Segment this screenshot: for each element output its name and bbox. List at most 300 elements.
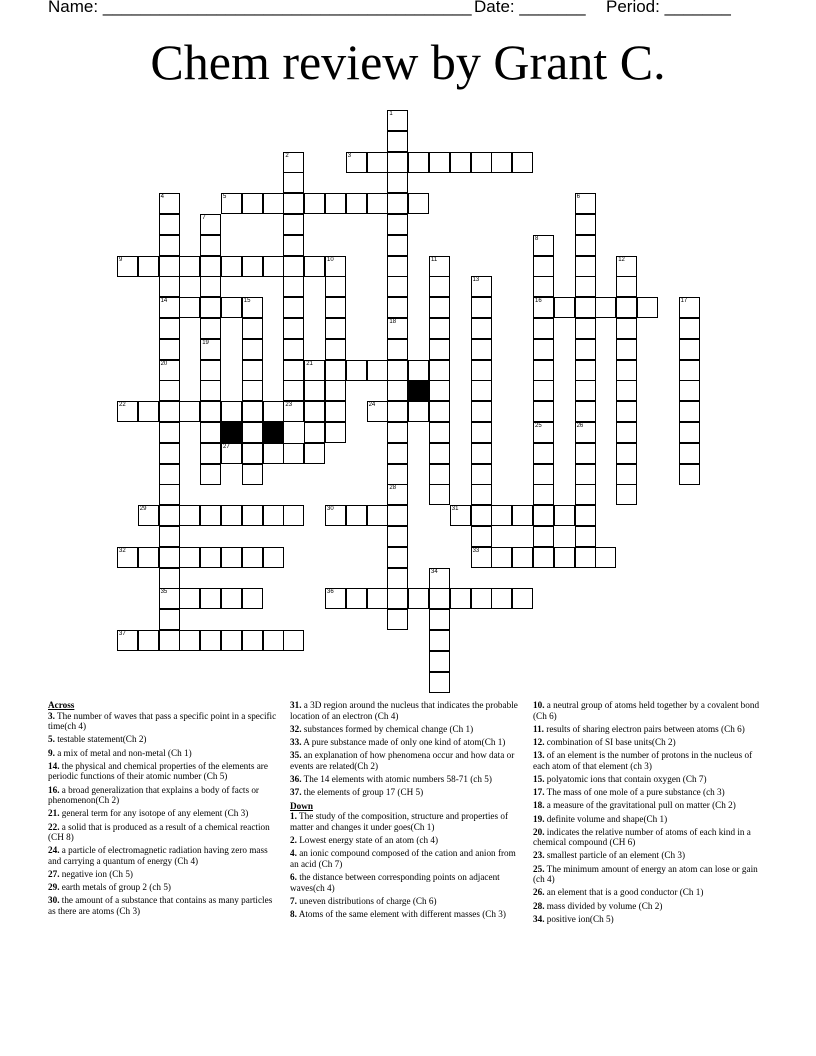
- grid-cell[interactable]: [429, 651, 450, 672]
- grid-cell[interactable]: [679, 297, 700, 318]
- grid-cell[interactable]: [221, 193, 242, 214]
- grid-cell[interactable]: [429, 380, 450, 401]
- grid-cell[interactable]: [159, 568, 180, 589]
- grid-cell[interactable]: [387, 401, 408, 422]
- grid-cell[interactable]: [179, 505, 200, 526]
- grid-cell[interactable]: [304, 401, 325, 422]
- grid-cell[interactable]: [304, 256, 325, 277]
- grid-cell[interactable]: [346, 193, 367, 214]
- grid-cell[interactable]: [575, 547, 596, 568]
- grid-cell[interactable]: [242, 256, 263, 277]
- grid-cell[interactable]: [159, 360, 180, 381]
- grid-cell[interactable]: [471, 422, 492, 443]
- grid-cell[interactable]: [283, 152, 304, 173]
- grid-cell[interactable]: [616, 401, 637, 422]
- grid-cell[interactable]: [616, 360, 637, 381]
- grid-cell[interactable]: [575, 443, 596, 464]
- grid-cell[interactable]: [429, 256, 450, 277]
- grid-cell[interactable]: [159, 276, 180, 297]
- grid-cell[interactable]: [283, 214, 304, 235]
- grid-cell[interactable]: [616, 339, 637, 360]
- grid-cell[interactable]: [242, 401, 263, 422]
- grid-cell[interactable]: [679, 464, 700, 485]
- grid-cell[interactable]: [429, 609, 450, 630]
- grid-cell[interactable]: [200, 214, 221, 235]
- grid-cell[interactable]: [221, 401, 242, 422]
- grid-cell[interactable]: [325, 380, 346, 401]
- grid-cell[interactable]: [408, 588, 429, 609]
- grid-cell[interactable]: [616, 422, 637, 443]
- grid-cell[interactable]: [387, 422, 408, 443]
- grid-cell[interactable]: [387, 588, 408, 609]
- grid-cell[interactable]: [159, 256, 180, 277]
- grid-cell[interactable]: [367, 193, 388, 214]
- grid-cell[interactable]: [575, 235, 596, 256]
- grid-cell[interactable]: [159, 526, 180, 547]
- grid-cell[interactable]: [242, 297, 263, 318]
- grid-cell[interactable]: [346, 360, 367, 381]
- across-heading: Across: [48, 700, 75, 710]
- grid-cell[interactable]: [221, 297, 242, 318]
- grid-cell[interactable]: [429, 360, 450, 381]
- grid-cell[interactable]: [533, 276, 554, 297]
- grid-cell[interactable]: [117, 256, 138, 277]
- grid-cell[interactable]: [200, 630, 221, 651]
- grid-cell[interactable]: [346, 505, 367, 526]
- grid-cell[interactable]: [575, 276, 596, 297]
- grid-cell[interactable]: [408, 360, 429, 381]
- grid-cell[interactable]: [450, 505, 471, 526]
- grid-cell[interactable]: [471, 505, 492, 526]
- grid-cell[interactable]: [221, 256, 242, 277]
- grid-cell[interactable]: [283, 360, 304, 381]
- grid-cell[interactable]: [138, 630, 159, 651]
- grid-cell[interactable]: [616, 443, 637, 464]
- grid-cell[interactable]: [387, 360, 408, 381]
- grid-cell[interactable]: [346, 152, 367, 173]
- grid-cell[interactable]: [138, 505, 159, 526]
- grid-cell[interactable]: [242, 360, 263, 381]
- grid-cell[interactable]: [575, 526, 596, 547]
- grid-cell[interactable]: [575, 401, 596, 422]
- clue-across-3: 3. The number of waves that pass a specific point in a specific time(ch 4): [48, 710, 277, 732]
- grid-cell[interactable]: [575, 422, 596, 443]
- grid-cell[interactable]: [554, 505, 575, 526]
- grid-cell[interactable]: [159, 380, 180, 401]
- grid-cell[interactable]: [179, 630, 200, 651]
- grid-cell[interactable]: [429, 464, 450, 485]
- clue-down-10: 10. a neutral group of atoms held together by a covalent bond (Ch 6): [533, 700, 760, 721]
- grid-cell[interactable]: [283, 297, 304, 318]
- grid-cell[interactable]: [387, 235, 408, 256]
- grid-cell[interactable]: [595, 297, 616, 318]
- grid-cell[interactable]: [200, 318, 221, 339]
- name-blank: _______________________________________: [102, 0, 472, 16]
- grid-cell[interactable]: [491, 152, 512, 173]
- grid-cell[interactable]: [429, 276, 450, 297]
- grid-cell[interactable]: [491, 588, 512, 609]
- grid-cell[interactable]: [159, 505, 180, 526]
- grid-cell[interactable]: [200, 464, 221, 485]
- grid-cell[interactable]: [138, 401, 159, 422]
- grid-cell[interactable]: [575, 380, 596, 401]
- clue-number: 35: [160, 589, 168, 596]
- grid-cell[interactable]: [242, 318, 263, 339]
- clue-number: 6: [576, 194, 580, 201]
- grid-cell[interactable]: [533, 484, 554, 505]
- grid-cell[interactable]: [533, 422, 554, 443]
- grid-cell[interactable]: [450, 588, 471, 609]
- grid-cell[interactable]: [554, 297, 575, 318]
- grid-cell[interactable]: [325, 401, 346, 422]
- date-label: Date:: [474, 0, 515, 16]
- grid-cell[interactable]: [533, 380, 554, 401]
- grid-cell[interactable]: [471, 443, 492, 464]
- grid-cell[interactable]: [679, 339, 700, 360]
- grid-cell[interactable]: [533, 464, 554, 485]
- grid-cell[interactable]: [387, 276, 408, 297]
- grid-cell[interactable]: [575, 484, 596, 505]
- grid-cell[interactable]: [283, 339, 304, 360]
- grid-cell[interactable]: [471, 547, 492, 568]
- grid-cell[interactable]: [242, 588, 263, 609]
- grid-cell[interactable]: [200, 380, 221, 401]
- grid-cell[interactable]: [159, 422, 180, 443]
- grid-cell[interactable]: [325, 256, 346, 277]
- grid-cell[interactable]: [387, 318, 408, 339]
- grid-cell[interactable]: [159, 443, 180, 464]
- grid-cell[interactable]: [595, 547, 616, 568]
- grid-cell[interactable]: [242, 422, 263, 443]
- grid-cell[interactable]: [616, 256, 637, 277]
- grid-cell[interactable]: [325, 276, 346, 297]
- grid-cell[interactable]: [533, 443, 554, 464]
- grid-cell[interactable]: [387, 526, 408, 547]
- clue-number: 24: [368, 402, 376, 409]
- grid-cell[interactable]: [429, 484, 450, 505]
- clue-number: 13: [472, 277, 480, 284]
- grid-cell[interactable]: [616, 276, 637, 297]
- grid-cell[interactable]: [179, 547, 200, 568]
- grid-cell[interactable]: [304, 422, 325, 443]
- grid-cell[interactable]: [575, 339, 596, 360]
- black-square: [221, 422, 242, 443]
- grid-cell[interactable]: [387, 131, 408, 152]
- period-label: Period:: [606, 0, 660, 16]
- clue-across-37: 37. the elements of group 17 (CH 5): [290, 787, 424, 798]
- clue-down-18: 18. a measure of the gravitational pull on matter (Ch 2): [533, 800, 736, 811]
- grid-cell[interactable]: [616, 380, 637, 401]
- grid-cell[interactable]: [533, 256, 554, 277]
- grid-cell[interactable]: [283, 505, 304, 526]
- grid-cell[interactable]: [117, 630, 138, 651]
- grid-cell[interactable]: [471, 276, 492, 297]
- grid-cell[interactable]: [616, 484, 637, 505]
- clue-across-9: 9. a mix of metal and non-metal (Ch 1): [48, 747, 192, 758]
- grid-cell[interactable]: [159, 318, 180, 339]
- clue-across-35: 35. an explanation of how phenomena occur and how data or events are related(Ch 2): [290, 750, 515, 771]
- grid-cell[interactable]: [159, 464, 180, 485]
- clue-across-31: 31. a 3D region around the nucleus that indicates the probable location of an electron (Ch 4): [290, 700, 518, 721]
- grid-cell[interactable]: [179, 297, 200, 318]
- grid-cell[interactable]: [533, 505, 554, 526]
- grid-cell[interactable]: [387, 339, 408, 360]
- grid-cell[interactable]: [200, 339, 221, 360]
- grid-cell[interactable]: [637, 297, 658, 318]
- grid-cell[interactable]: [387, 214, 408, 235]
- grid-cell[interactable]: [387, 256, 408, 277]
- grid-cell[interactable]: [346, 588, 367, 609]
- grid-cell[interactable]: [367, 152, 388, 173]
- grid-cell[interactable]: [575, 214, 596, 235]
- grid-cell[interactable]: [283, 443, 304, 464]
- grid-cell[interactable]: [387, 172, 408, 193]
- grid-cell[interactable]: [221, 547, 242, 568]
- grid-cell[interactable]: [200, 276, 221, 297]
- grid-cell[interactable]: [387, 505, 408, 526]
- grid-cell[interactable]: [325, 193, 346, 214]
- grid-cell[interactable]: [575, 318, 596, 339]
- clue-number: 16: [535, 298, 542, 305]
- grid-cell[interactable]: [616, 297, 637, 318]
- grid-cell[interactable]: [159, 339, 180, 360]
- grid-cell[interactable]: [471, 526, 492, 547]
- grid-cell[interactable]: [429, 672, 450, 693]
- grid-cell[interactable]: [387, 464, 408, 485]
- grid-cell[interactable]: [117, 401, 138, 422]
- clues-column-1: [48, 700, 282, 919]
- grid-cell[interactable]: [200, 422, 221, 443]
- grid-cell[interactable]: [159, 630, 180, 651]
- grid-cell[interactable]: [429, 443, 450, 464]
- grid-cell[interactable]: [679, 443, 700, 464]
- grid-cell[interactable]: [387, 568, 408, 589]
- grid-cell[interactable]: [159, 588, 180, 609]
- grid-cell[interactable]: [429, 339, 450, 360]
- grid-cell[interactable]: [679, 401, 700, 422]
- grid-cell[interactable]: [304, 360, 325, 381]
- grid-cell[interactable]: [179, 588, 200, 609]
- grid-cell[interactable]: [242, 443, 263, 464]
- grid-cell[interactable]: [679, 360, 700, 381]
- grid-cell[interactable]: [159, 484, 180, 505]
- grid-cell[interactable]: [283, 193, 304, 214]
- grid-cell[interactable]: [679, 422, 700, 443]
- grid-cell[interactable]: [533, 547, 554, 568]
- grid-cell[interactable]: [512, 505, 533, 526]
- grid-cell[interactable]: [138, 547, 159, 568]
- grid-cell[interactable]: [200, 505, 221, 526]
- grid-cell[interactable]: [575, 256, 596, 277]
- grid-cell[interactable]: [491, 505, 512, 526]
- puzzle-title: Chem review by Grant C.: [150, 34, 666, 90]
- grid-cell[interactable]: [575, 193, 596, 214]
- grid-cell[interactable]: [200, 360, 221, 381]
- grid-cell[interactable]: [242, 193, 263, 214]
- grid-cell[interactable]: [575, 505, 596, 526]
- grid-cell[interactable]: [387, 193, 408, 214]
- grid-cell[interactable]: [283, 276, 304, 297]
- grid-cell[interactable]: [575, 360, 596, 381]
- grid-cell[interactable]: [263, 630, 284, 651]
- grid-cell[interactable]: [263, 256, 284, 277]
- grid-cell[interactable]: [429, 630, 450, 651]
- grid-cell[interactable]: [200, 235, 221, 256]
- clue-number: 10: [327, 256, 334, 263]
- grid-cell[interactable]: [283, 172, 304, 193]
- grid-cell[interactable]: [283, 235, 304, 256]
- grid-cell[interactable]: [159, 297, 180, 318]
- grid-cell[interactable]: [179, 401, 200, 422]
- grid-cell[interactable]: [387, 380, 408, 401]
- grid-cell[interactable]: [263, 547, 284, 568]
- clue-across-32: 32. substances formed by chemical change (Ch 1): [290, 723, 474, 734]
- grid-cell[interactable]: [471, 152, 492, 173]
- grid-cell[interactable]: [325, 318, 346, 339]
- grid-cell[interactable]: [242, 630, 263, 651]
- grid-cell[interactable]: [304, 443, 325, 464]
- clue-number: 31: [451, 506, 459, 513]
- grid-cell[interactable]: [200, 547, 221, 568]
- grid-cell[interactable]: [429, 588, 450, 609]
- grid-cell[interactable]: [283, 401, 304, 422]
- clue-number: 22: [119, 402, 126, 409]
- grid-cell[interactable]: [304, 380, 325, 401]
- grid-cell[interactable]: [242, 380, 263, 401]
- grid-cell[interactable]: [512, 588, 533, 609]
- grid-cell[interactable]: [325, 588, 346, 609]
- grid-cell[interactable]: [263, 193, 284, 214]
- grid-cell[interactable]: [367, 588, 388, 609]
- grid-cell[interactable]: [367, 360, 388, 381]
- grid-cell[interactable]: [325, 297, 346, 318]
- clue-number: 29: [139, 506, 147, 513]
- grid-cell[interactable]: [387, 152, 408, 173]
- grid-cell[interactable]: [325, 339, 346, 360]
- grid-cell[interactable]: [117, 547, 138, 568]
- clue-number: 7: [202, 215, 206, 221]
- grid-cell[interactable]: [159, 401, 180, 422]
- grid-cell[interactable]: [283, 256, 304, 277]
- grid-cell[interactable]: [429, 152, 450, 173]
- grid-cell[interactable]: [138, 256, 159, 277]
- grid-cell[interactable]: [387, 484, 408, 505]
- grid-cell[interactable]: [200, 256, 221, 277]
- grid-cell[interactable]: [429, 568, 450, 589]
- grid-cell[interactable]: [679, 380, 700, 401]
- grid-cell[interactable]: [200, 443, 221, 464]
- grid-cell[interactable]: [179, 256, 200, 277]
- grid-cell[interactable]: [325, 422, 346, 443]
- grid-cell[interactable]: [221, 630, 242, 651]
- grid-cell[interactable]: [408, 152, 429, 173]
- grid-cell[interactable]: [200, 297, 221, 318]
- grid-cell[interactable]: [221, 588, 242, 609]
- clue-down-23: 23. smallest particle of an element (Ch 3): [533, 850, 686, 861]
- grid-cell[interactable]: [325, 360, 346, 381]
- grid-cell[interactable]: [325, 505, 346, 526]
- grid-cell[interactable]: [575, 464, 596, 485]
- grid-cell[interactable]: [533, 339, 554, 360]
- clue-across-27: 27. negative ion (Ch 5): [48, 869, 133, 880]
- grid-cell[interactable]: [221, 443, 242, 464]
- grid-cell[interactable]: [263, 401, 284, 422]
- grid-cell[interactable]: [429, 318, 450, 339]
- grid-cell[interactable]: [471, 464, 492, 485]
- grid-cell[interactable]: [679, 318, 700, 339]
- grid-cell[interactable]: [263, 505, 284, 526]
- clue-down-12: 12. combination of SI base units(Ch 2): [533, 736, 676, 747]
- grid-cell[interactable]: [616, 464, 637, 485]
- grid-cell[interactable]: [221, 505, 242, 526]
- grid-cell[interactable]: [554, 547, 575, 568]
- grid-cell[interactable]: [533, 360, 554, 381]
- grid-cell[interactable]: [242, 547, 263, 568]
- clue-number: 19: [202, 339, 209, 346]
- grid-cell[interactable]: [471, 588, 492, 609]
- grid-cell[interactable]: [512, 152, 533, 173]
- clue-down-28: 28. mass divided by volume (Ch 2): [533, 900, 663, 911]
- grid-cell[interactable]: [533, 297, 554, 318]
- grid-cell[interactable]: [471, 318, 492, 339]
- grid-cell[interactable]: [242, 505, 263, 526]
- grid-cell[interactable]: [471, 401, 492, 422]
- grid-cell[interactable]: [408, 401, 429, 422]
- grid-cell[interactable]: [429, 297, 450, 318]
- grid-cell[interactable]: [159, 235, 180, 256]
- grid-cell[interactable]: [471, 380, 492, 401]
- grid-cell[interactable]: [283, 380, 304, 401]
- grid-cell[interactable]: [533, 401, 554, 422]
- grid-cell[interactable]: [159, 609, 180, 630]
- grid-cell[interactable]: [616, 318, 637, 339]
- grid-cell[interactable]: [242, 464, 263, 485]
- grid-cell[interactable]: [387, 547, 408, 568]
- grid-cell[interactable]: [387, 297, 408, 318]
- grid-cell[interactable]: [263, 443, 284, 464]
- grid-cell[interactable]: [283, 630, 304, 651]
- grid-cell[interactable]: [200, 401, 221, 422]
- grid-cell[interactable]: [367, 401, 388, 422]
- grid-cell[interactable]: [429, 422, 450, 443]
- grid-cell[interactable]: [159, 547, 180, 568]
- grid-cell[interactable]: [471, 484, 492, 505]
- grid-cell[interactable]: [471, 360, 492, 381]
- grid-cell[interactable]: [200, 588, 221, 609]
- grid-cell[interactable]: [491, 547, 512, 568]
- grid-cell[interactable]: [471, 339, 492, 360]
- grid-cell[interactable]: [387, 443, 408, 464]
- grid-cell[interactable]: [450, 152, 471, 173]
- grid-cell[interactable]: [387, 609, 408, 630]
- grid-cell[interactable]: [159, 193, 180, 214]
- grid-cell[interactable]: [367, 505, 388, 526]
- grid-cell[interactable]: [429, 401, 450, 422]
- grid-cell[interactable]: [159, 214, 180, 235]
- clue-number: 2: [285, 152, 289, 159]
- grid-cell[interactable]: [533, 526, 554, 547]
- grid-cell[interactable]: [575, 297, 596, 318]
- grid-cell[interactable]: [283, 318, 304, 339]
- grid-cell[interactable]: [304, 193, 325, 214]
- grid-cell[interactable]: [533, 235, 554, 256]
- grid-cell[interactable]: [408, 193, 429, 214]
- grid-cell[interactable]: [512, 547, 533, 568]
- grid-cell[interactable]: [533, 318, 554, 339]
- grid-cell[interactable]: [242, 339, 263, 360]
- grid-cell[interactable]: [471, 297, 492, 318]
- grid-cell[interactable]: [387, 110, 408, 131]
